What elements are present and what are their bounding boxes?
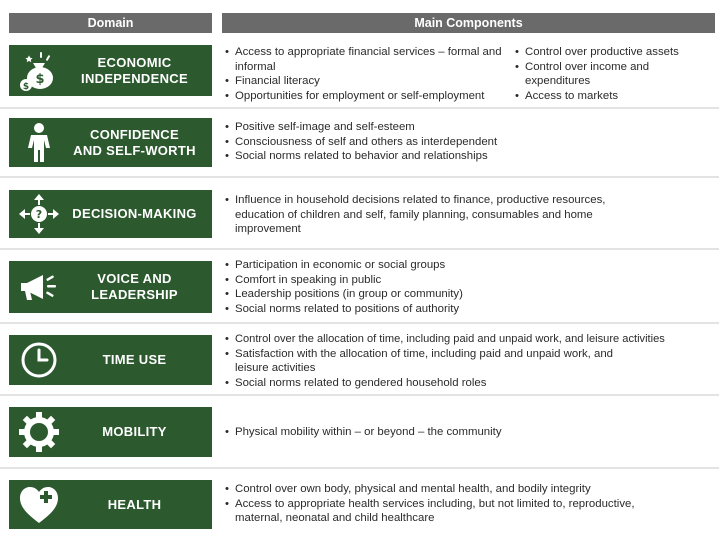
row-separator bbox=[0, 248, 719, 250]
domain-label-line: HEALTH bbox=[107, 496, 162, 512]
component-item: • Social norms related to behavior and relationships bbox=[222, 149, 714, 164]
domain-label-line: AND SELF-WORTH bbox=[73, 142, 196, 158]
components-confidence-self-worth bbox=[222, 120, 714, 164]
row-separator bbox=[0, 394, 719, 396]
component-item: • Physical mobility within – or beyond – the community bbox=[222, 425, 714, 440]
megaphone-icon bbox=[17, 265, 61, 309]
domain-mobility bbox=[9, 407, 212, 457]
components-economic-independence bbox=[222, 45, 714, 103]
component-item: • Control over productive assets bbox=[512, 45, 712, 60]
domain-label bbox=[61, 480, 208, 529]
row-separator bbox=[0, 322, 719, 324]
component-item: • Positive self-image and self-esteem bbox=[222, 120, 714, 135]
domain-label-line: TIME USE bbox=[102, 352, 167, 367]
component-item: • Consciousness of self and others as interdependent bbox=[222, 135, 714, 150]
main-components-column-header: Main Components bbox=[222, 13, 715, 33]
decision-arrows-icon bbox=[17, 192, 61, 236]
domain-label bbox=[61, 118, 208, 167]
domain-economic-independence bbox=[9, 45, 212, 96]
component-item: • Access to appropriate health services including, but not limited to, reproductive, maternal, neonatal and child healthcare bbox=[222, 497, 675, 526]
component-item: • Financial literacy bbox=[222, 74, 512, 89]
domain-label-line: ECONOMIC bbox=[97, 54, 172, 70]
domain-label-line: DECISION-MAKING bbox=[72, 206, 197, 221]
money-bag-icon bbox=[17, 49, 61, 93]
clock-icon bbox=[17, 338, 61, 382]
svg-text:$: $ bbox=[35, 71, 45, 87]
domain-confidence-self-worth bbox=[9, 118, 212, 167]
domain-decision-making bbox=[9, 190, 212, 238]
domain-label bbox=[61, 407, 208, 457]
component-item: • Influence in household decisions related to finance, productive resources, education of children and self, family planning, consumables and home improvement bbox=[222, 193, 635, 237]
gear-icon bbox=[17, 410, 61, 454]
component-item: • Control over income and expenditures bbox=[512, 60, 712, 89]
components-decision-making bbox=[222, 193, 714, 237]
domain-voice-leadership bbox=[9, 261, 212, 313]
component-item: • Social norms related to gendered household roles bbox=[222, 376, 717, 391]
svg-text:?: ? bbox=[35, 208, 43, 221]
domain-label-line: CONFIDENCE bbox=[90, 126, 179, 142]
domain-label bbox=[61, 335, 208, 385]
component-item: • Access to markets bbox=[512, 89, 712, 104]
domain-label-line: VOICE AND bbox=[97, 271, 172, 286]
domain-health bbox=[9, 480, 212, 529]
svg-text:$: $ bbox=[22, 81, 30, 92]
domain-label-line: LEADERSHIP bbox=[91, 287, 178, 302]
component-item: • Control over own body, physical and mental health, and bodily integrity bbox=[222, 482, 714, 497]
row-separator bbox=[0, 107, 719, 109]
domain-label-line: MOBILITY bbox=[102, 424, 167, 439]
component-item: • Participation in economic or social groups bbox=[222, 258, 714, 273]
component-item: • Control over the allocation of time, including paid and unpaid work, and leisure activities bbox=[222, 332, 717, 347]
domain-label bbox=[61, 190, 208, 238]
component-item: • Satisfaction with the allocation of time, including paid and unpaid work, and leisure activities bbox=[222, 347, 645, 376]
components-time-use bbox=[222, 332, 717, 390]
components-voice-leadership bbox=[222, 258, 714, 316]
domain-label bbox=[61, 261, 208, 313]
domain-label bbox=[61, 45, 208, 96]
components-health bbox=[222, 482, 714, 526]
component-item: • Leadership positions (in group or community) bbox=[222, 287, 714, 302]
component-item: • Opportunities for employment or self-employment bbox=[222, 89, 512, 104]
component-item: • Comfort in speaking in public bbox=[222, 273, 714, 288]
person-icon bbox=[17, 121, 61, 165]
domain-label-line: INDEPENDENCE bbox=[81, 70, 188, 86]
row-separator bbox=[0, 176, 719, 178]
domain-time-use bbox=[9, 335, 212, 385]
component-item: • Access to appropriate financial services – formal and informal bbox=[222, 45, 512, 74]
row-separator bbox=[0, 467, 719, 469]
heart-plus-icon bbox=[17, 483, 61, 527]
components-mobility bbox=[222, 425, 714, 440]
component-item: • Social norms related to positions of authority bbox=[222, 302, 714, 317]
domain-column-header: Domain bbox=[9, 13, 212, 33]
